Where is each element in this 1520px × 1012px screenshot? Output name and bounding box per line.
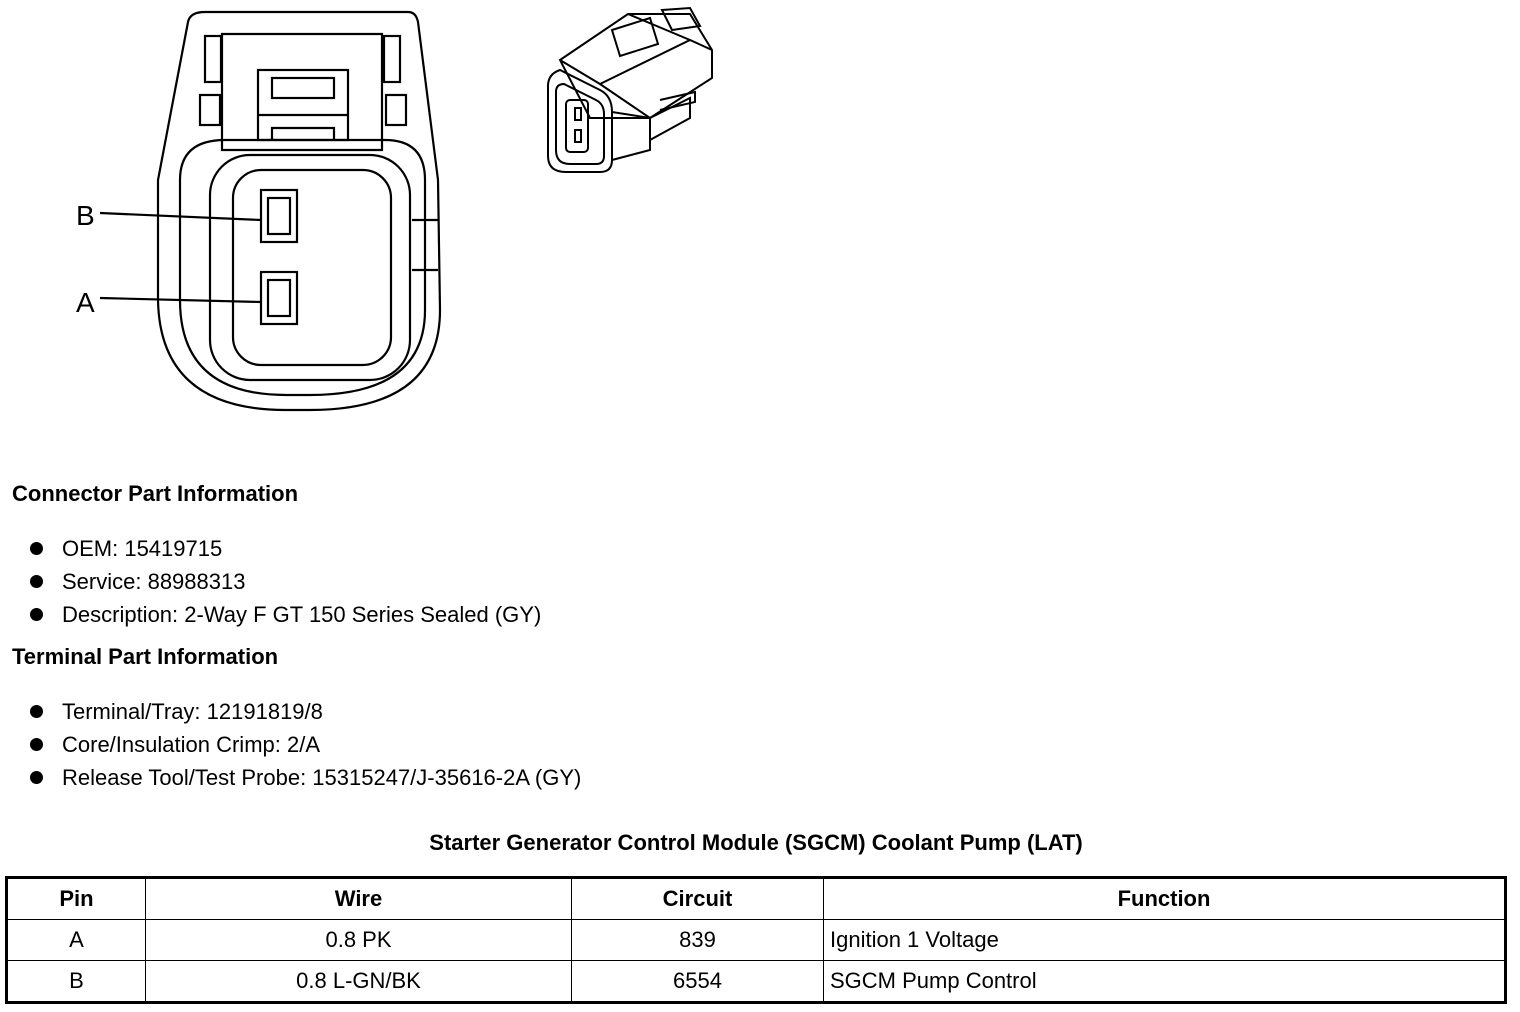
pin-label-b: B	[76, 200, 95, 231]
cell-pin: A	[7, 920, 146, 961]
bullet-icon	[30, 542, 43, 555]
bullet-icon	[30, 738, 43, 751]
cell-circuit: 6554	[572, 961, 824, 1003]
cell-wire: 0.8 L-GN/BK	[146, 961, 572, 1003]
connector-diagram	[0, 0, 760, 430]
latch-housing	[222, 34, 382, 150]
cell-function: SGCM Pump Control	[824, 961, 1506, 1003]
cell-function: Ignition 1 Voltage	[824, 920, 1506, 961]
table-header-row	[7, 878, 1506, 920]
table-row	[7, 961, 1506, 1003]
connector-face-outline	[158, 12, 440, 410]
list-item: Description: 2-Way F GT 150 Series Sealed (GY)	[30, 598, 541, 631]
header-pin: Pin	[7, 878, 146, 920]
pin-table	[5, 876, 1507, 1004]
connector-info-title: Connector Part Information	[12, 481, 299, 506]
list-item: Core/Insulation Crimp: 2/A	[30, 728, 581, 761]
cell-circuit: 839	[572, 920, 824, 961]
seal-ring-outer	[210, 155, 410, 380]
connector-face-inner-rim	[180, 140, 425, 395]
table-row	[7, 920, 1506, 961]
list-item: Release Tool/Test Probe: 15315247/J-35616-2A (GY)	[30, 761, 581, 794]
connector-isometric-view	[548, 8, 712, 172]
list-item: Service: 88988313	[30, 565, 541, 598]
bullet-icon	[30, 705, 43, 718]
cell-pin: B	[7, 961, 146, 1003]
bullet-icon	[30, 575, 43, 588]
bullet-icon	[30, 608, 43, 621]
latch-tab	[272, 78, 334, 98]
terminal-info-list	[30, 695, 581, 794]
header-function: Function	[824, 878, 1506, 920]
cell-wire: 0.8 PK	[146, 920, 572, 961]
seal-ring-inner	[233, 170, 391, 365]
connector-info-list	[30, 532, 541, 631]
table-title: Starter Generator Control Module (SGCM) Coolant Pump (LAT)	[429, 830, 1083, 855]
list-item: OEM: 15419715	[30, 532, 541, 565]
bullet-icon	[30, 771, 43, 784]
header-circuit: Circuit	[572, 878, 824, 920]
pin-label-a: A	[76, 287, 95, 318]
list-item: Terminal/Tray: 12191819/8	[30, 695, 581, 728]
terminal-info-title: Terminal Part Information	[12, 644, 279, 669]
header-wire: Wire	[146, 878, 572, 920]
